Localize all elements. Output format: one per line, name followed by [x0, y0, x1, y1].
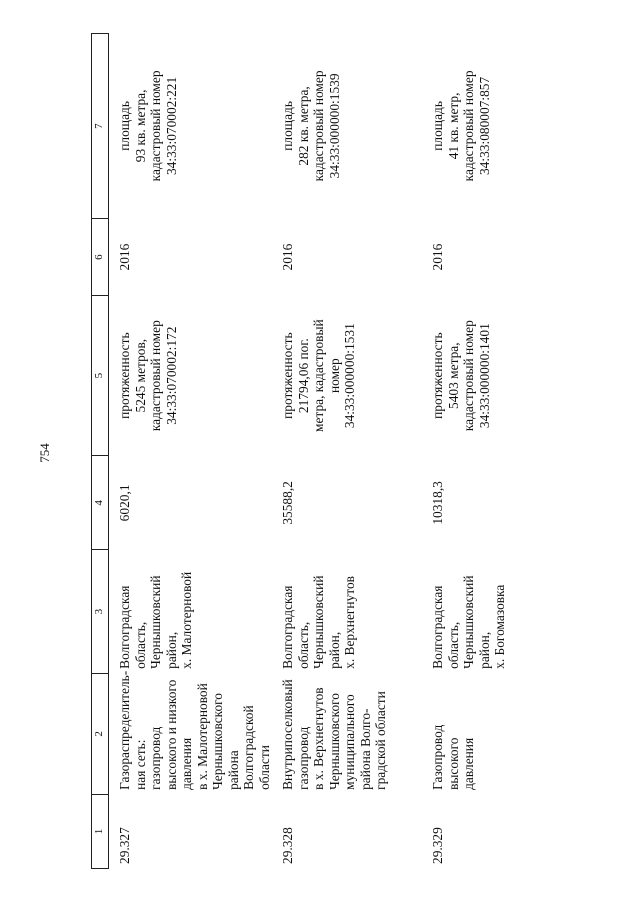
header-col-5: 5: [92, 295, 109, 456]
document-sheet: [91, 33, 567, 869]
object-value: 35588,2: [280, 481, 295, 525]
page-number: 754: [37, 443, 52, 463]
table-body: [109, 34, 573, 869]
object-address: Волгоградская область, Чернышковский район, х. Малотерновой: [117, 571, 194, 669]
header-col-3: 3: [92, 550, 109, 674]
object-value: 6020,1: [117, 484, 132, 522]
header-col-4: 4: [92, 456, 109, 550]
object-note: площадь 41 кв. метр, кадастровый номер 34:33:080007:857: [430, 70, 492, 182]
row-number: 29.327: [117, 827, 132, 864]
header-col-7: 7: [92, 34, 109, 219]
row-number: 29.329: [430, 827, 445, 864]
row-number: 29.328: [280, 827, 295, 864]
object-year: 2016: [117, 243, 132, 271]
property-table: [91, 33, 572, 869]
header-col-2: 2: [92, 673, 109, 794]
object-name: Внутрипоселковый газопровод в х. Верхнегнутов Чернышковского муниципального района Волго- градской области: [280, 679, 388, 790]
object-name: Газораспределитель- ная сеть: газопровод высокого и низкого давления в х. Малотерновой Чернышковского района Волгоградской области: [117, 670, 272, 790]
object-address: Волгоградская область, Чернышковский район, х. Богомазовка: [430, 575, 507, 669]
header-row: [92, 34, 109, 869]
header-col-1: 1: [92, 794, 109, 868]
object-year: 2016: [280, 243, 295, 271]
object-address: Волгоградская область, Чернышковский район, х. Верхнегнутов: [280, 575, 357, 669]
table-row: [422, 34, 572, 869]
object-description: протяженность 21794,06 пог. метра, кадастровый номер 34:33:000000:1531: [280, 319, 357, 432]
object-year: 2016: [430, 243, 445, 271]
object-note: площадь 282 кв. метра, кадастровый номер 34:33:000000:1539: [280, 70, 342, 182]
object-description: протяженность 5245 метров, кадастровый номер 34:33:070002:172: [117, 320, 179, 432]
object-value: 10318,3: [430, 481, 445, 525]
rotated-table-container: [91, 33, 567, 869]
object-description: протяженность 5403 метра, кадастровый номер 34:33:000000:1401: [430, 320, 492, 432]
table-row: [109, 34, 273, 869]
object-note: площадь 93 кв. метра, кадастровый номер 34:33:070002:221: [117, 70, 179, 182]
header-col-6: 6: [92, 219, 109, 296]
object-name: Газопровод высокого давления: [430, 724, 476, 790]
table-header: [92, 34, 109, 869]
table-row: [272, 34, 422, 869]
